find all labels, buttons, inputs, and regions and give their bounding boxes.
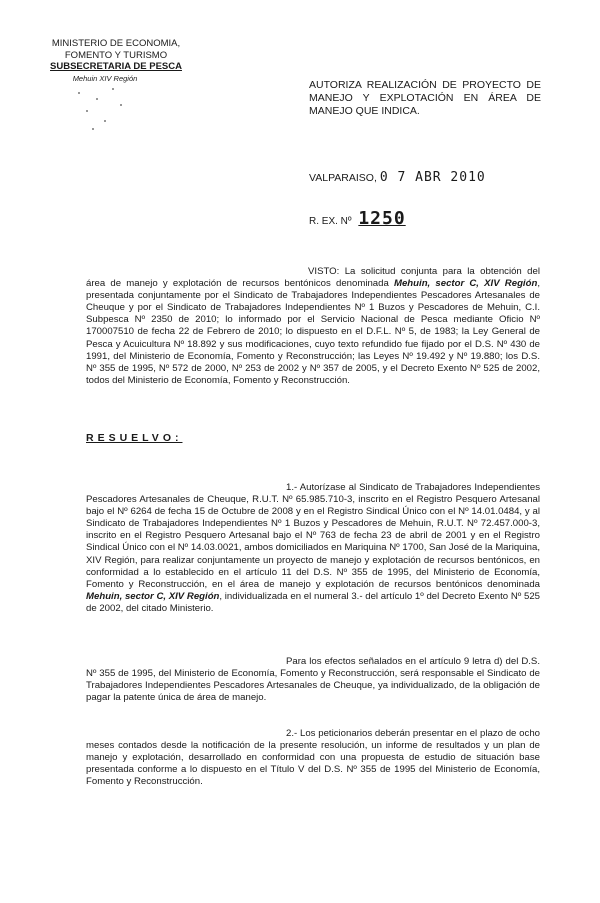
article-1-text-1: 1.- Autorízase al Sindicato de Trabajadores Independientes Pescadores Artesanales de Cheuque, R.U.T. Nº 65.985.710-3, inscrito en el Registro Pesquero Artesanal bajo el Nº 6264 de fecha 15 de Octubre de 2008 y en el Registro Sindical Único con el Nº 14.01.0484, y al Sindicato de Trabajadores Independientes Nº 1 Buzos y Pescadores de Mehuin, R.U.T. Nº 72.457.000-3, inscrito en el Registro Pesquero Artesanal bajo el Nº 763 de fecha 23 de abril de 2001 y en el Registro Sindical Único con el Nº 14.03.0021, ambos domiciliados en Mariquina Nº 1700, San José de la Mariquina, XIV Región, para realizar conjuntamente un proyecto de manejo y explotación de recursos bentónicos, en conformidad a lo establecido en el artículo 11 del D.S. Nº 355 de 1995, del Ministerio de Economía, Fomento y Reconstrucción, en el área de manejo y explotación de recursos bentónicos denominada — [86, 482, 540, 590]
ministry-header — [50, 38, 182, 84]
ministry-name: MINISTERIO DE ECONOMIA, — [51, 38, 181, 49]
visto-text-1: La solicitud conjunta para la obtención del área de manejo y explotación de recursos bentónicos denominada — [86, 266, 540, 290]
visto-label: VISTO: — [308, 266, 340, 277]
resolution-label: R. EX. Nº — [309, 216, 352, 227]
resolution-number-line — [309, 208, 406, 229]
ministry-subname: FOMENTO Y TURISMO — [64, 49, 168, 61]
visto-paragraph — [86, 266, 540, 387]
resolution-number: 1250 — [358, 208, 406, 229]
visto-text-2: , presentada conjuntamente por el Sindicato de Trabajadores Independientes Pescadores Artesanales de Cheuque y por el Sindicato de Trabajadores Independientes Nº 1 Buzos y Pescadores de Mehuin, C.I. Subpesca Nº 2350 de 2010; lo informado por el Servicio Nacional de Pesca mediante Oficio Nº 170007510 de fecha 22 de Febrero de 2010; lo dispuesto en el D.F.L. Nº 5, de 1983; la Ley General de Pesca y Acuicultura Nº 18.892 y sus modificaciones, cuyo texto refundido fue fijado por el D.S. Nº 430 de 1991, del Ministerio de Economía, Fomento y Reconstrucción; las Leyes Nº 19.492 y Nº 19.880; los D.S. Nº 355 de 1995, Nº 572 de 2000, Nº 253 de 2002 y Nº 357 de 2005, y el Decreto Exento Nº 525 de 2002, todos del Ministerio de Economía, Fomento y Reconstrucción. — [86, 278, 540, 386]
resuelvo-heading: RESUELVO: — [86, 432, 183, 444]
article-2-paragraph — [86, 728, 540, 788]
document-subject: AUTORIZA REALIZACIÓN DE PROYECTO DE MANEJO Y EXPLOTACIÓN EN ÁREA DE MANEJO QUE INDICA. — [309, 79, 541, 117]
date-line — [309, 170, 486, 185]
article-1-text-2: , individualizada en el numeral 3.- del artículo 1º del Decreto Exento Nº 525 de 2002, del citado Ministerio. — [86, 590, 540, 614]
subsecretaria-name: SUBSECRETARIA DE PESCA — [50, 61, 182, 72]
city-label: VALPARAISO, — [309, 172, 377, 184]
article-1-area-name: Mehuin, sector C, XIV Región — [86, 590, 220, 602]
article-1-second-paragraph — [86, 656, 540, 704]
article-1-text-3: Para los efectos señalados en el artículo 9 letra d) del D.S. Nº 355 de 1995, del Ministerio de Economía, Fomento y Reconstrucción, será responsable el Sindicato de Trabajadores Independientes Pescadores Artesanales de Cheuque, ya individualizado, de la obligación de pagar la patente única de área de manejo. — [86, 656, 540, 704]
visto-area-name: Mehuin, sector C, XIV Región — [393, 278, 538, 290]
article-1-paragraph — [86, 482, 540, 615]
region-note: Mehuin XIV Región — [72, 73, 138, 83]
article-2-text: 2.- Los peticionarios deberán presentar en el plazo de ocho meses contados desde la notificación de la presente resolución, un informe de resultados y un plan de manejo y explotación, desarrollado en conformidad con una propuesta de estudio de situación base presentada conforme a lo dispuesto en el Título V del D.S. Nº 355 de 1995 del Ministerio de Economía, Fomento y Reconstrucción. — [86, 728, 540, 788]
date-stamp: 0 7 ABR 2010 — [379, 170, 486, 185]
